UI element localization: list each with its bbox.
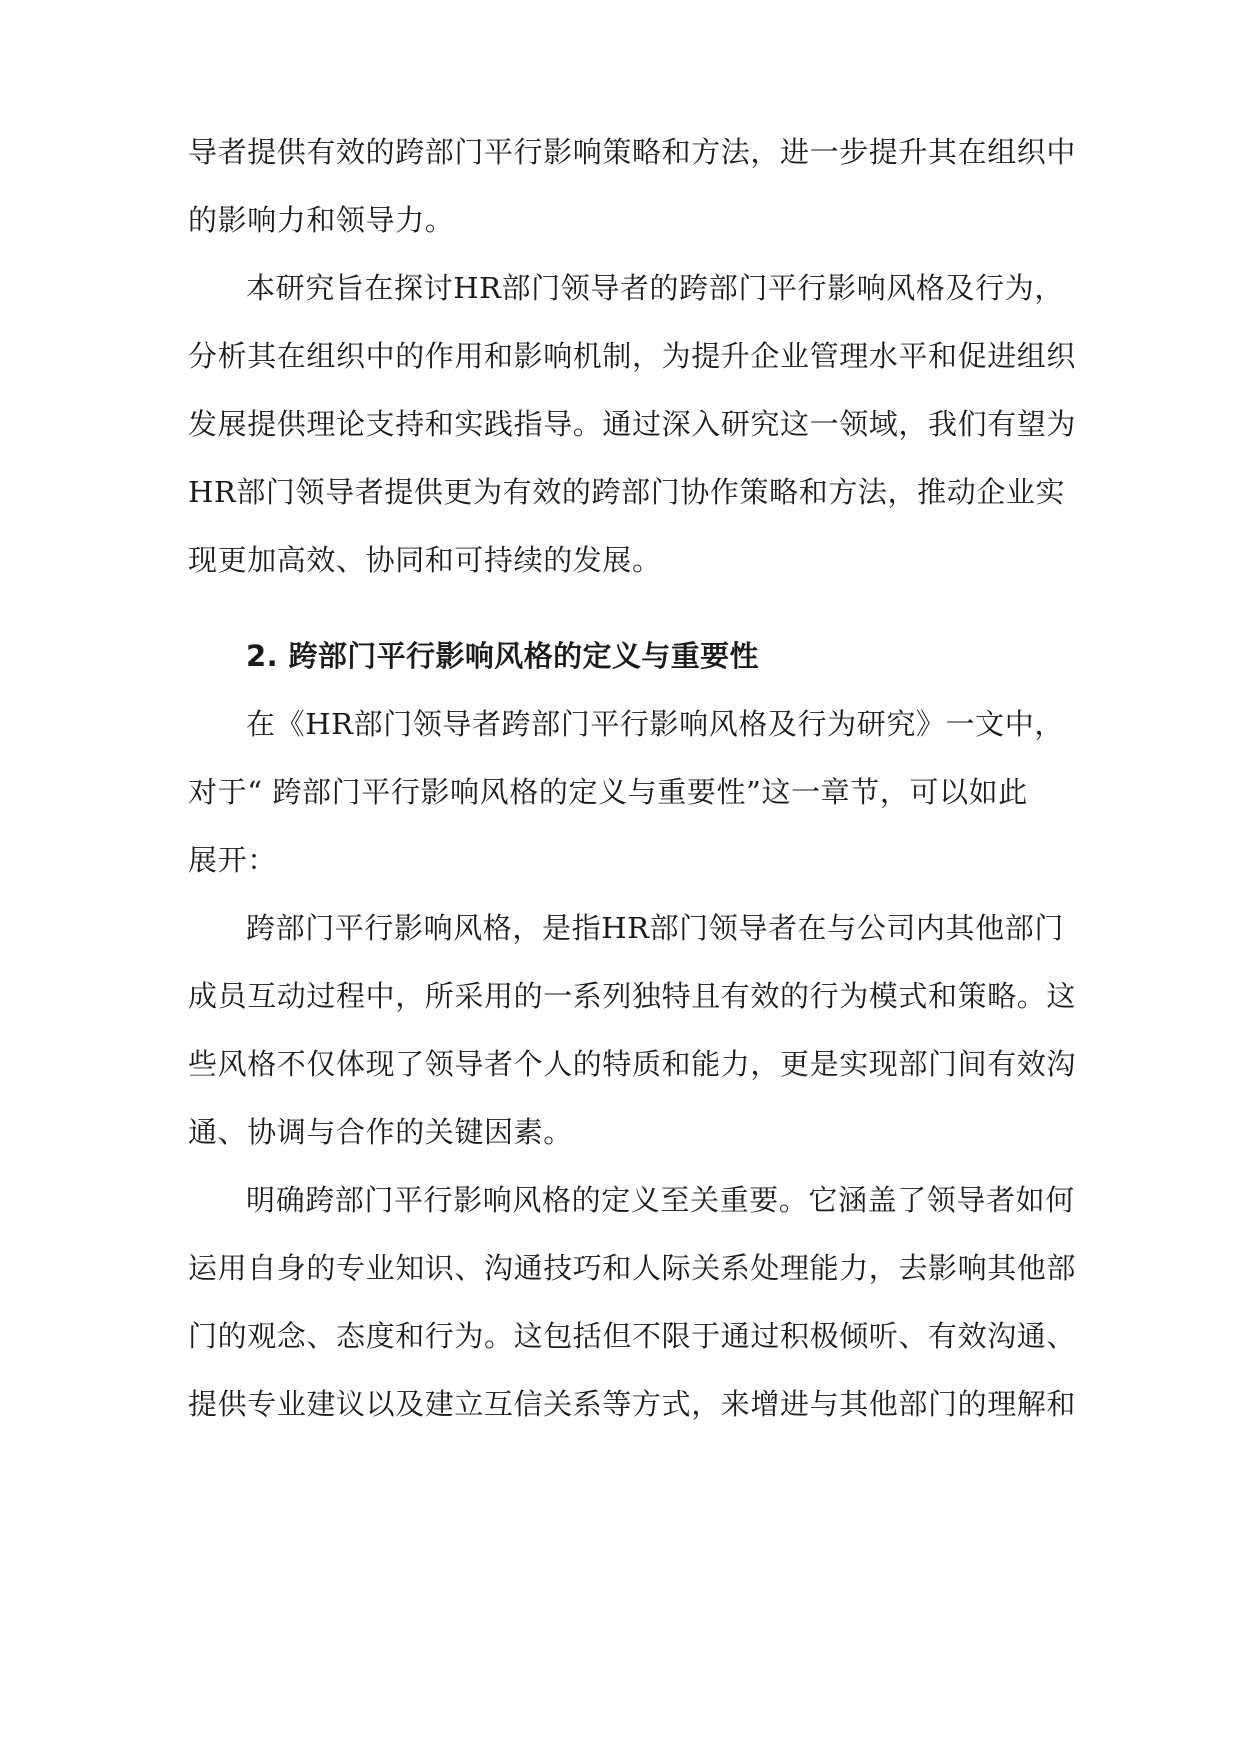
paragraph-1-line-1: 导者提供有效的跨部门平行影响策略和方法，进一步提升其在组织中 <box>188 135 1077 169</box>
paragraph-2-line-1: 本研究旨在探讨HR部门领导者的跨部门平行影响风格及行为， <box>246 271 1064 305</box>
paragraph-1-line-2: 的影响力和领导力。 <box>188 203 455 237</box>
section-paragraph-3-line-4: 提供专业建议以及建立互信关系等方式，来增进与其他部门的理解和 <box>188 1387 1077 1421</box>
section-paragraph-1-line-2: 对于“ 跨部门平行影响风格的定义与重要性”这一章节，可以如此 <box>188 775 1028 809</box>
section-paragraph-2-line-1: 跨部门平行影响风格，是指HR部门领导者在与公司内其他部门 <box>246 911 1064 945</box>
paragraph-2-line-5: 现更加高效、协同和可持续的发展。 <box>188 543 662 577</box>
paragraph-2-line-4: HR部门领导者提供更为有效的跨部门协作策略和方法，推动企业实 <box>188 475 1066 509</box>
section-paragraph-1-line-1: 在《HR部门领导者跨部门平行影响风格及行为研究》一文中， <box>246 707 1064 741</box>
paragraph-2-line-3: 发展提供理论支持和实践指导。通过深入研究这一领域，我们有望为 <box>188 407 1077 441</box>
section-paragraph-3-line-1: 明确跨部门平行影响风格的定义至关重要。它涵盖了领导者如何 <box>246 1183 1075 1217</box>
paragraph-2-line-2: 分析其在组织中的作用和影响机制，为提升企业管理水平和促进组织 <box>188 339 1077 373</box>
section-paragraph-3-line-3: 门的观念、态度和行为。这包括但不限于通过积极倾听、有效沟通、 <box>188 1319 1077 1353</box>
section-paragraph-2-line-2: 成员互动过程中，所采用的一系列独特且有效的行为模式和策略。这 <box>188 979 1077 1013</box>
section-paragraph-2-line-3: 些风格不仅体现了领导者个人的特质和能力，更是实现部门间有效沟 <box>188 1047 1077 1081</box>
section-heading: 2. 跨部门平行影响风格的定义与重要性 <box>246 639 759 673</box>
section-paragraph-3-line-2: 运用自身的专业知识、沟通技巧和人际关系处理能力，去影响其他部 <box>188 1251 1077 1285</box>
section-paragraph-1-line-3: 展开： <box>188 843 277 877</box>
section-paragraph-2-line-4: 通、协调与合作的关键因素。 <box>188 1115 573 1149</box>
